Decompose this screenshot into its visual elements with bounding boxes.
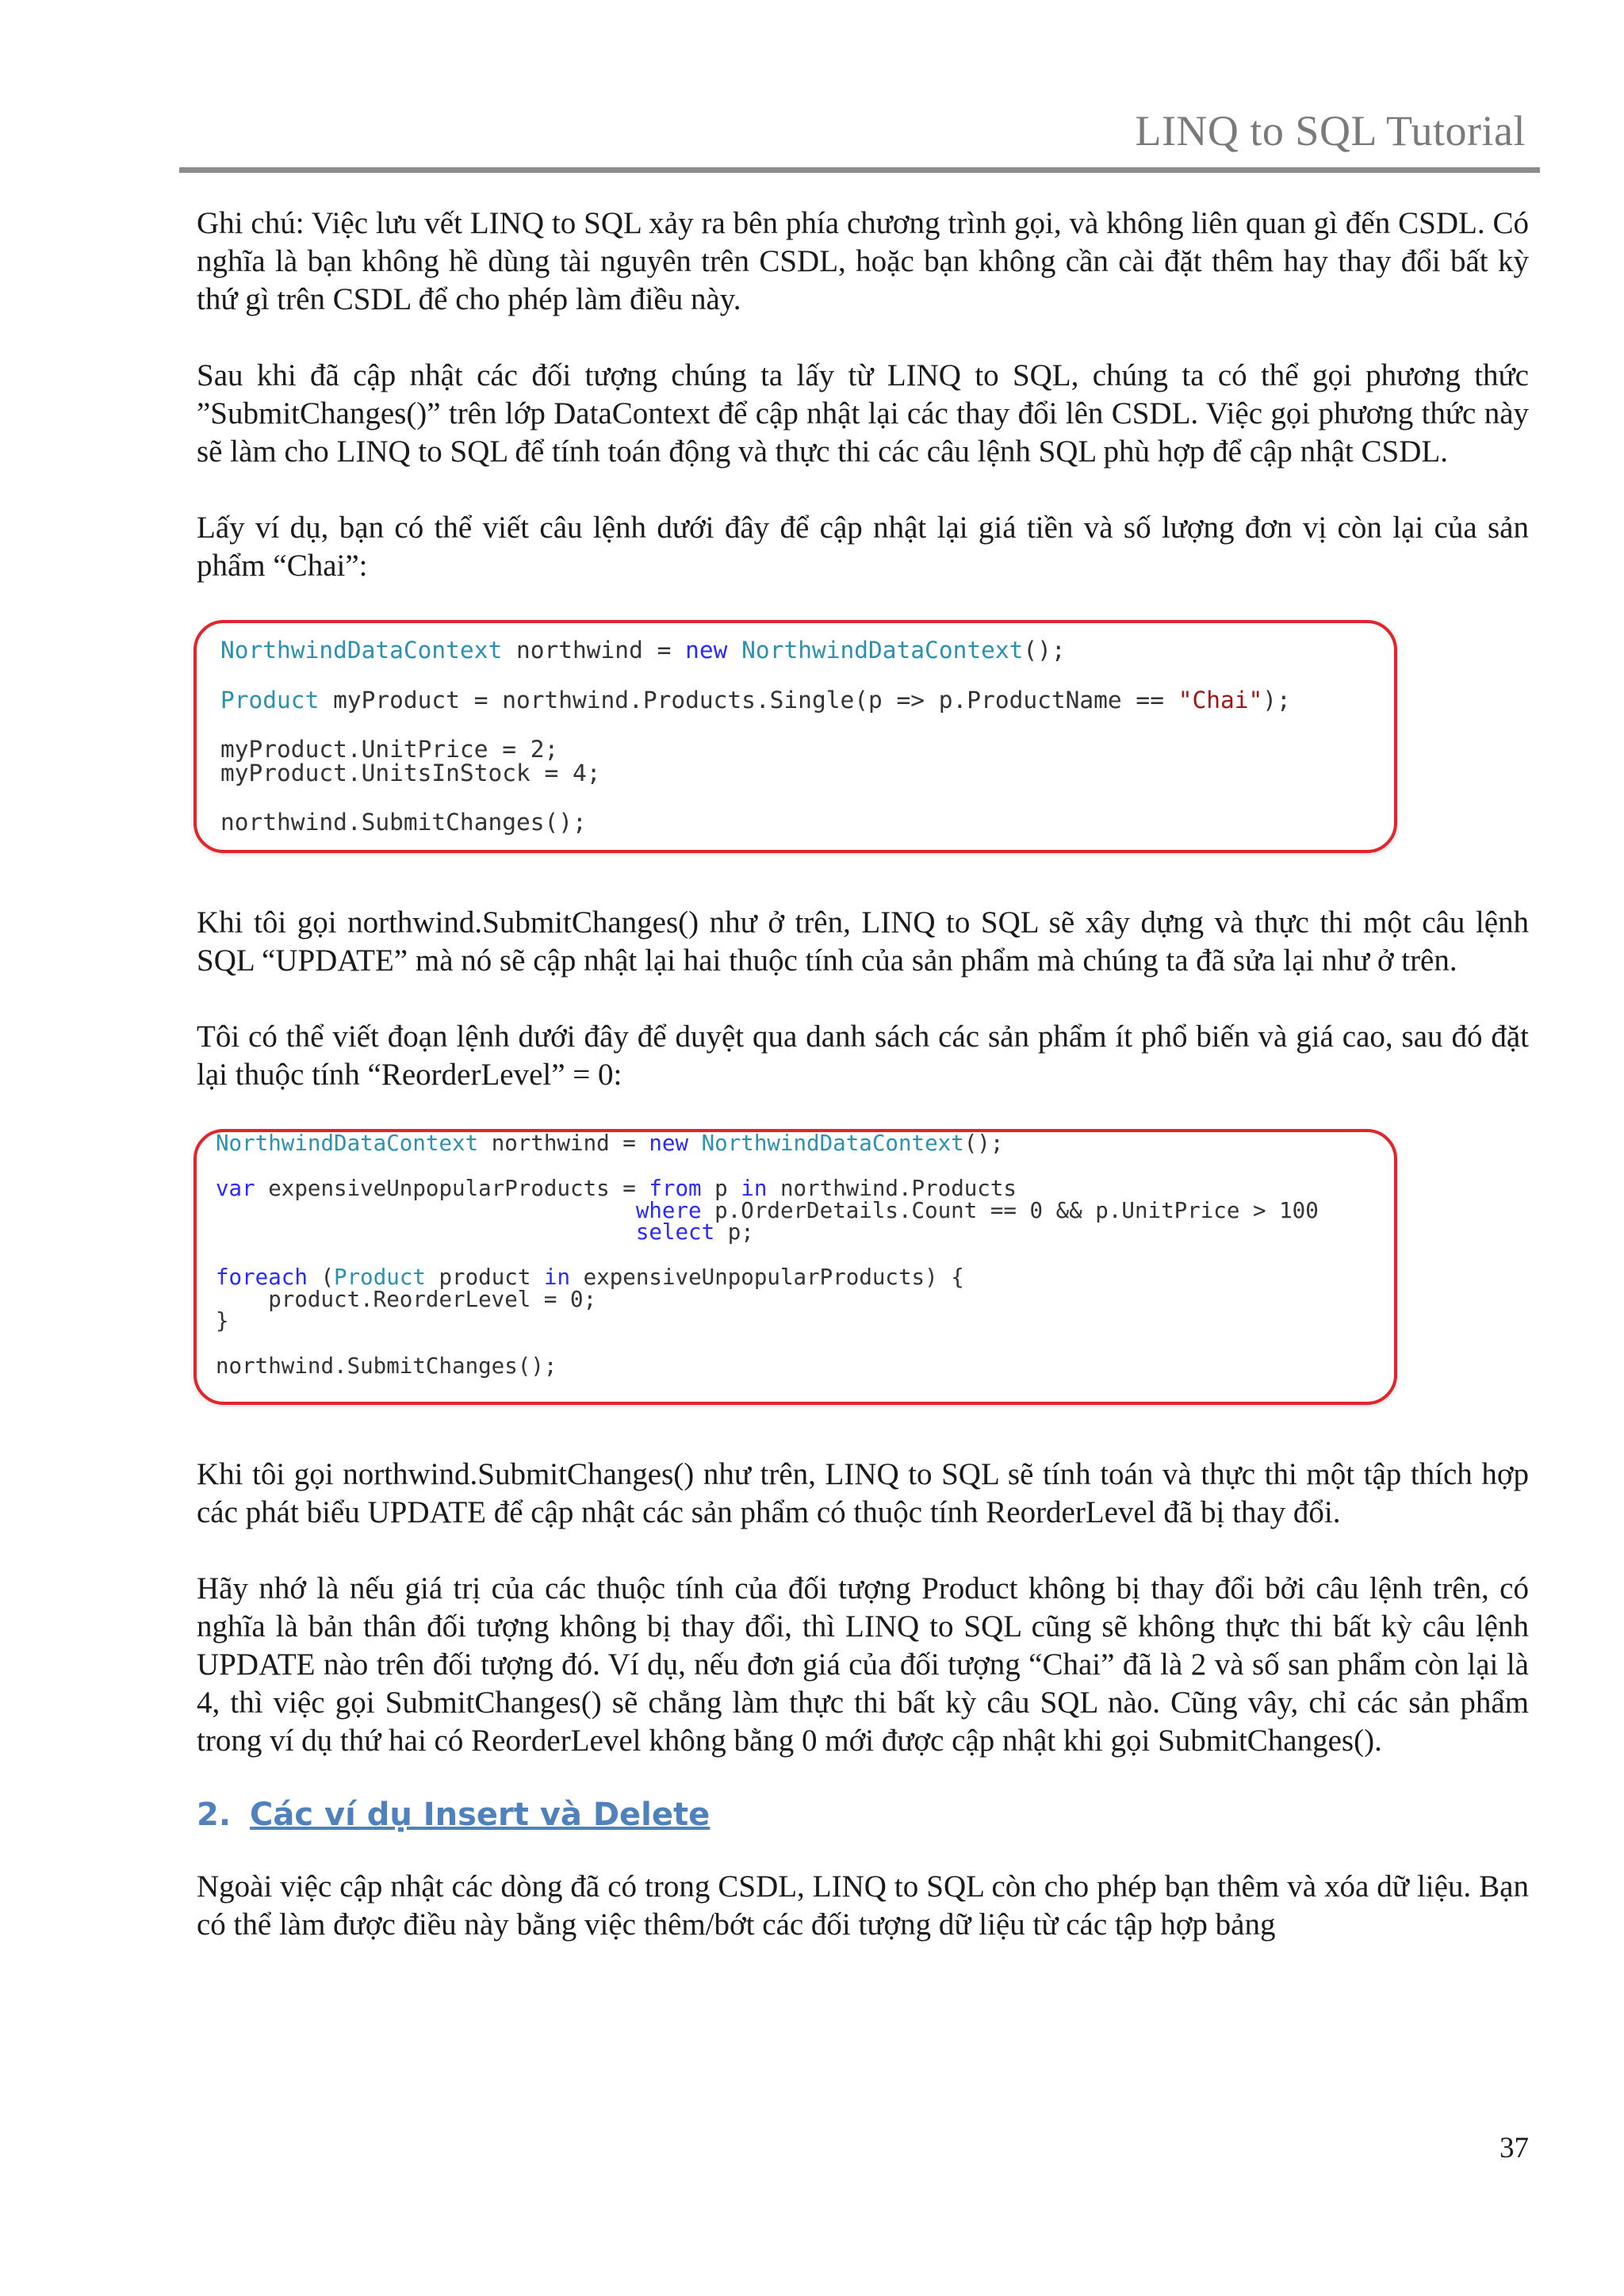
section-title: Các ví dụ Insert và Delete	[250, 1797, 710, 1833]
paragraph-note: Ghi chú: Việc lưu vết LINQ to SQL xảy ra bên phía chương trình gọi, và không liên quan gì đến CSDL. Có nghĩa là bạn không hề dùng tài nguyên trên CSDL, hoặc bạn không cần cài đặt thêm hay thay đổi bất kỳ thứ gì trên CSDL để cho phép làm điều này.	[197, 206, 1529, 316]
code-token-keyword: new	[685, 637, 728, 664]
code-token	[688, 1131, 702, 1156]
code-token-keyword: select	[635, 1219, 715, 1245]
page-content	[197, 205, 1529, 1982]
code-line	[216, 1197, 1394, 1223]
code-token-type: NorthwindDataContext	[216, 1131, 479, 1156]
code-token: ();	[963, 1131, 1004, 1156]
section-number: 2.	[197, 1797, 232, 1833]
code-token-keyword: foreach	[216, 1265, 308, 1290]
code-token-keyword: from	[649, 1176, 702, 1201]
code-block-reorder-level	[193, 1129, 1397, 1405]
code-token: expensiveUnpopularProducts =	[255, 1176, 649, 1201]
paragraph-example-intro: Lấy ví dụ, bạn có thể viết câu lệnh dưới đây để cập nhật lại giá tiền và số lượng đơn vị còn lại của sản phẩm “Chai”:	[197, 511, 1529, 583]
code-token: p.OrderDetails.Count == 0 && p.UnitPrice > 100	[701, 1197, 1319, 1223]
paragraph-insert-delete-intro: Ngoài việc cập nhật các dòng đã có trong CSDL, LINQ to SQL còn cho phép bạn thêm và xóa dữ liệu. Bạn có thể làm được điều này bằng việc thêm/bớt các đối tượng dữ liệu từ các tập hợp bảng	[197, 1869, 1529, 1942]
code-token-string: "Chai"	[1178, 686, 1263, 714]
code-token-keyword: in	[543, 1265, 571, 1290]
code-token: p	[701, 1176, 741, 1201]
code-token-type: Product	[220, 686, 320, 714]
code-token: product	[425, 1265, 544, 1290]
code-line	[216, 1132, 1394, 1154]
code-token: );	[1262, 686, 1291, 714]
code-line: northwind.SubmitChanges();	[220, 809, 587, 836]
code-line: northwind.SubmitChanges();	[216, 1353, 557, 1379]
code-line	[220, 637, 1394, 664]
code-block-update-product	[193, 620, 1397, 853]
code-line	[220, 686, 1394, 714]
code-token-type: NorthwindDataContext	[220, 637, 503, 664]
code-line: myProduct.UnitsInStock = 4;	[220, 759, 601, 786]
paragraph-update-explained: Khi tôi gọi northwind.SubmitChanges() như ở trên, LINQ to SQL sẽ xây dựng và thực thi một câu lệnh SQL “UPDATE” mà nó sẽ cập nhật lại hai thuộc tính của sản phẩm mà chúng ta đã sửa lại như ở trên.	[197, 905, 1529, 978]
section-heading	[197, 1797, 1529, 1833]
code-token-keyword: new	[649, 1131, 689, 1156]
code-token-keyword: var	[216, 1176, 255, 1201]
code-token: expensiveUnpopularProducts) {	[570, 1265, 964, 1290]
code-indent	[216, 1219, 636, 1245]
code-token-keyword: where	[635, 1197, 702, 1223]
code-token	[727, 637, 741, 664]
code-token-type: NorthwindDataContext	[701, 1131, 964, 1156]
header-title: LINQ to SQL Tutorial	[1135, 107, 1526, 155]
code-line: }	[216, 1308, 229, 1334]
code-token: p;	[714, 1219, 754, 1245]
code-token-keyword: in	[741, 1176, 768, 1201]
code-token: northwind =	[478, 1131, 649, 1156]
code-token: ();	[1023, 637, 1066, 664]
code-line: myProduct.UnitPrice = 2;	[220, 736, 559, 763]
code-token: myProduct = northwind.Products.Single(p => p.ProductName ==	[319, 686, 1178, 714]
code-line	[216, 1177, 1394, 1200]
code-line	[216, 1221, 1394, 1243]
code-token-type: Product	[334, 1265, 426, 1290]
paragraph-submitchanges: Sau khi đã cập nhật các đối tượng chúng ta lấy từ LINQ to SQL, chúng ta có thể gọi phương thức ”SubmitChanges()” trên lớp DataContext để cập nhật lại các thay đổi lên CSDL. Việc gọi phương thức này sẽ làm cho LINQ to SQL để tính toán động và thực thi các câu lệnh SQL phù hợp để cập nhật CSDL.	[197, 358, 1529, 469]
page-number: 37	[1500, 2132, 1529, 2164]
header-rule	[179, 167, 1540, 173]
code-token: northwind.Products	[767, 1176, 1017, 1201]
code-token-type: NorthwindDataContext	[741, 637, 1024, 664]
paragraph-unchanged-objects: Hãy nhớ là nếu giá trị của các thuộc tính của đối tượng Product không bị thay đổi bởi câu lệnh trên, có nghĩa là bản thân đối tượng không bị thay đổi, thì LINQ to SQL cũng sẽ không thực thi bất kỳ câu lệnh UPDATE nào trên đối tượng đó. Ví dụ, nếu đơn giá của đối tượng “Chai” đã là 2 và số san phẩm còn lại là 4, thì việc gọi SubmitChanges() sẽ chẳng làm thực thi bất kỳ câu SQL nào. Cũng vây, chỉ các sản phẩm trong ví dụ thứ hai có ReorderLevel không bằng 0 mới được cập nhật khi gọi SubmitChanges().	[197, 1571, 1529, 1758]
paragraph-batch-update: Khi tôi gọi northwind.SubmitChanges() như trên, LINQ to SQL sẽ tính toán và thực thi một tập thích hợp các phát biểu UPDATE để cập nhật các sản phẩm có thuộc tính ReorderLevel đã bị thay đổi.	[197, 1457, 1529, 1529]
code-line: product.ReorderLevel = 0;	[216, 1286, 597, 1312]
code-token: northwind =	[502, 637, 686, 664]
code-line	[216, 1266, 1394, 1288]
code-token: (	[307, 1265, 335, 1290]
paragraph-loop-intro: Tôi có thể viết đoạn lệnh dưới đây để duyệt qua danh sách các sản phẩm ít phổ biến và giá cao, sau đó đặt lại thuộc tính “ReorderLevel” = 0:	[197, 1020, 1529, 1092]
